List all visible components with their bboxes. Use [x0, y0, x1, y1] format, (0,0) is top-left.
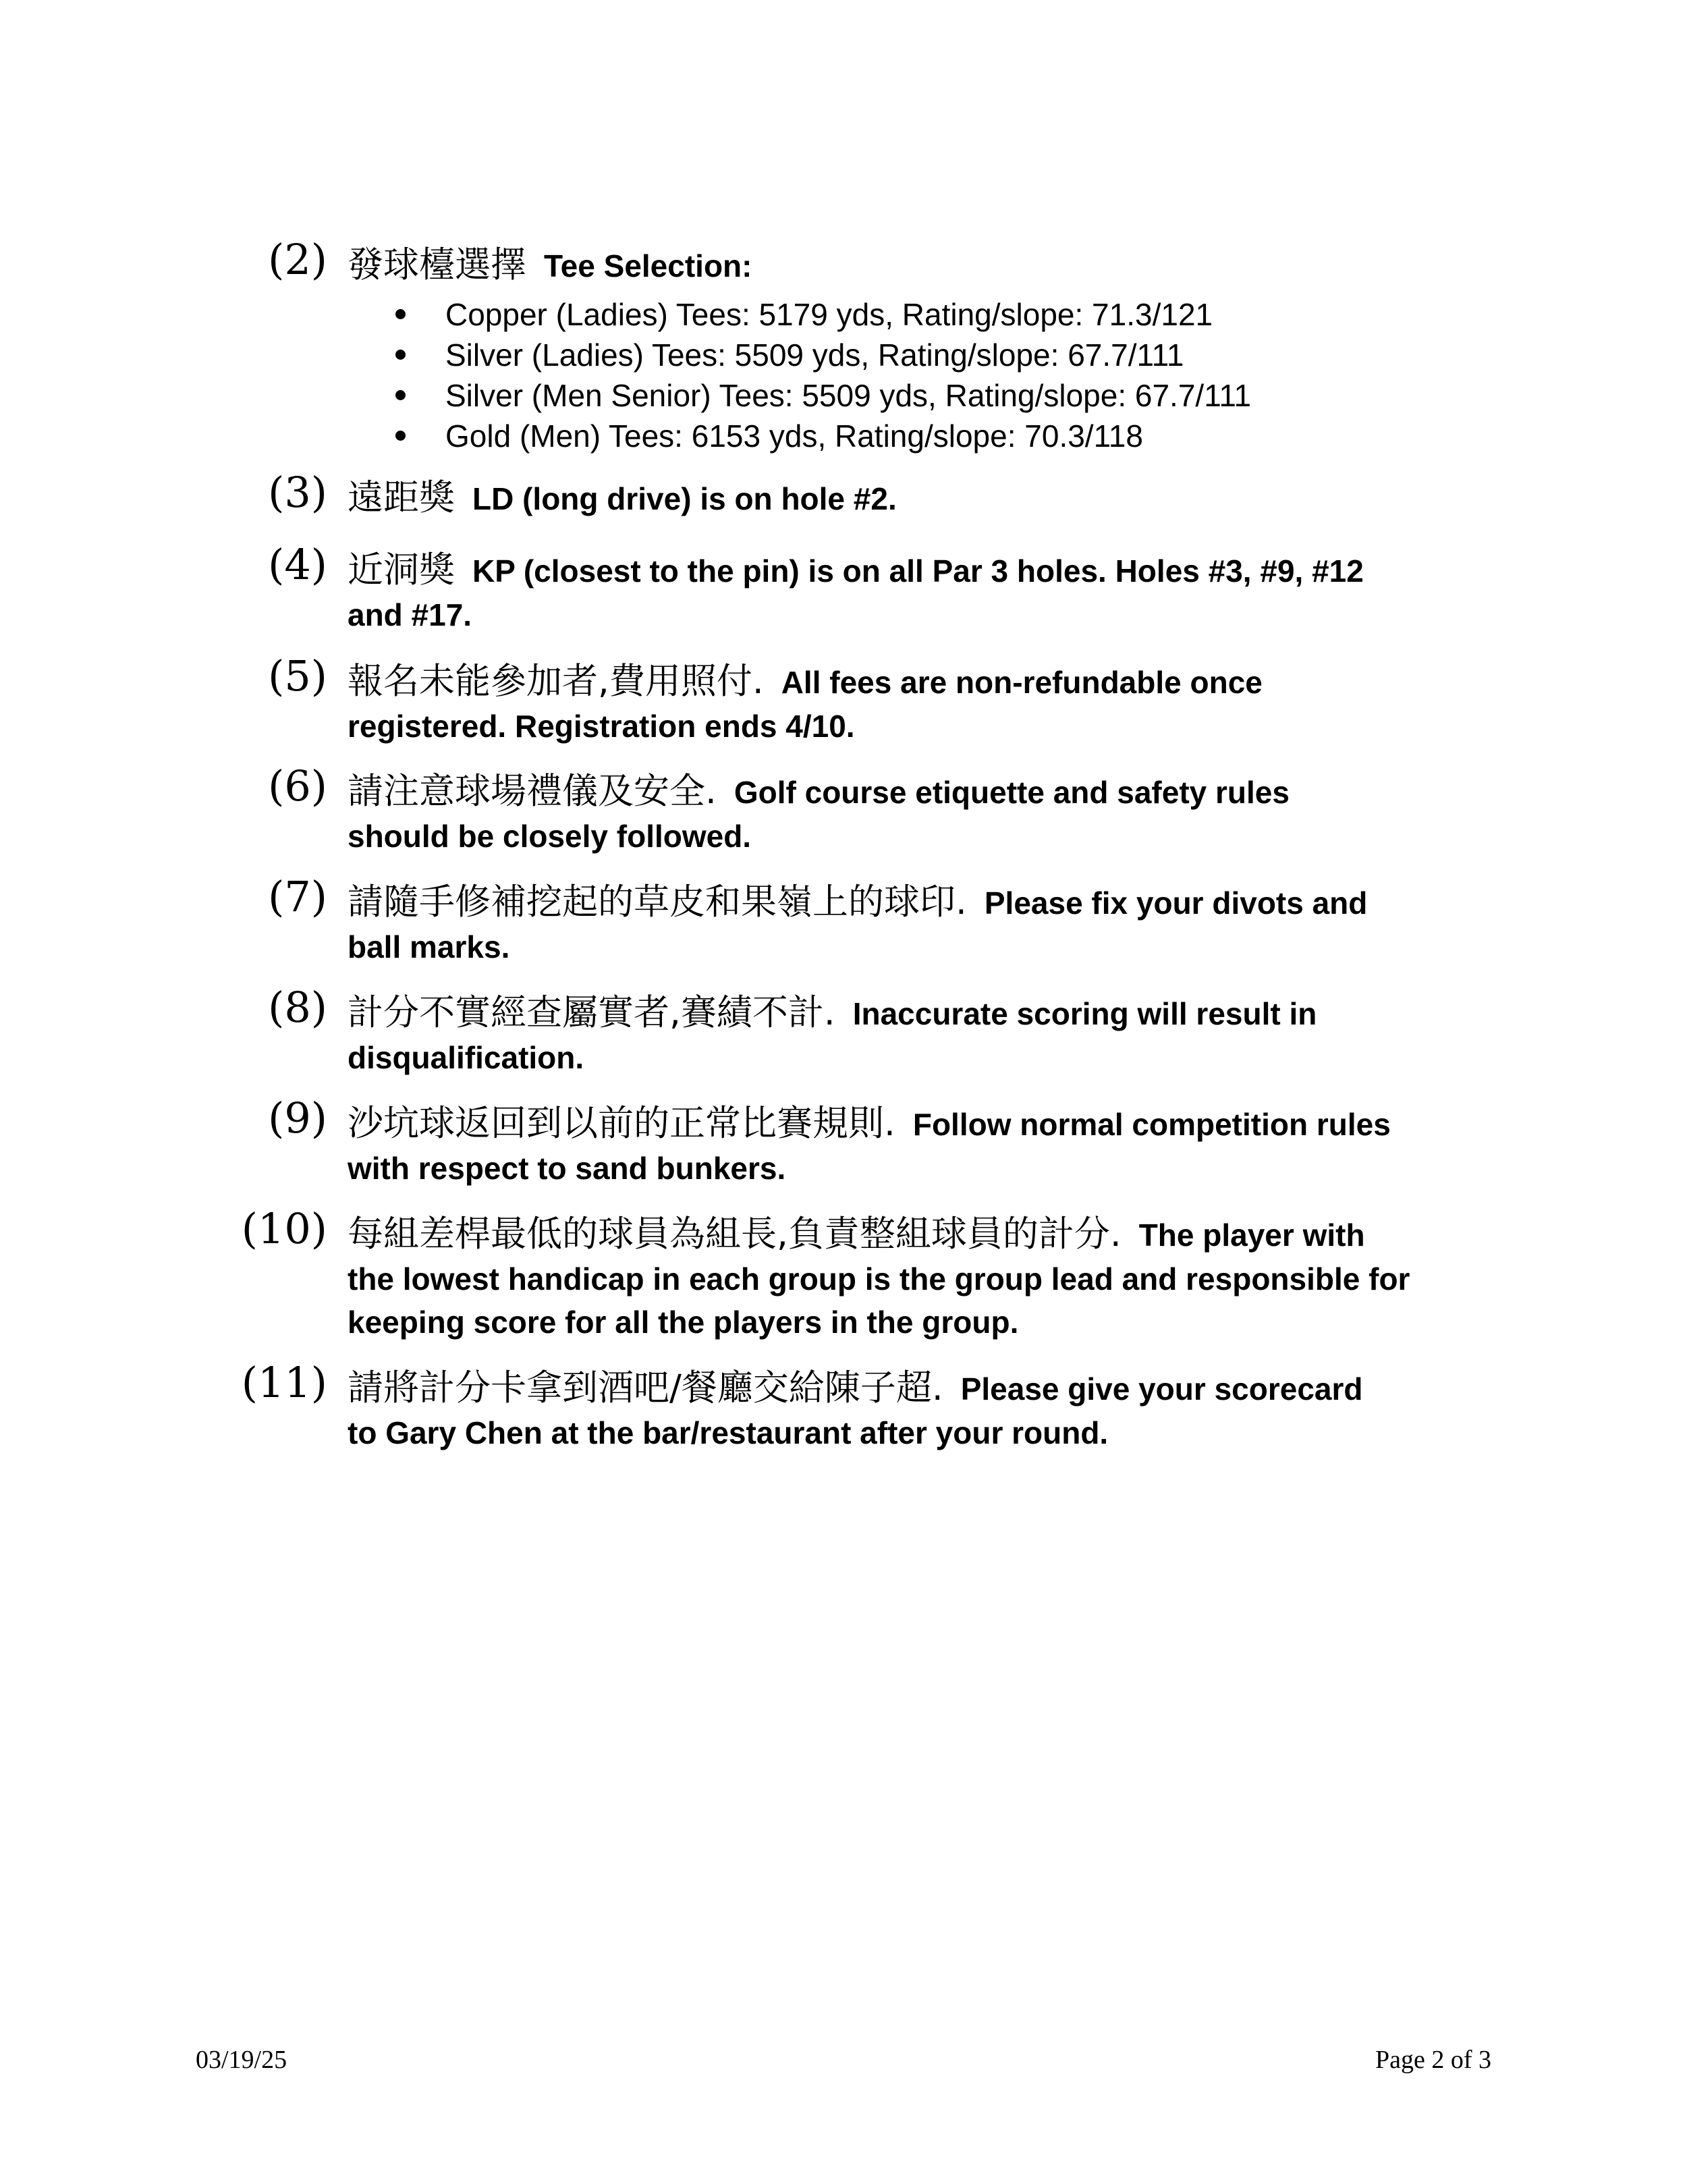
- item-number: (7): [268, 872, 327, 921]
- item-number: (3): [268, 468, 327, 517]
- item-chinese-text: 請將計分卡拿到酒吧/餐廳交給陳子超.: [348, 1367, 943, 1409]
- bullet-icon: [395, 390, 406, 400]
- item-number: (8): [268, 983, 327, 1032]
- item-english-text: Golf course etiquette and safety rules: [734, 775, 1290, 810]
- item-english-continuation: registered. Registration ends 4/10.: [348, 709, 855, 744]
- tee-list: [391, 294, 1251, 456]
- item-group-lead: [241, 1204, 1508, 1344]
- item-english-text: Tee Selection:: [544, 248, 752, 283]
- item-english-text: KP (closest to the pin) is on all Par 3 holes. Holes #3, #9, #12: [472, 553, 1364, 589]
- item-chinese-text: 近洞獎: [348, 549, 455, 591]
- footer-date: 03/19/25: [196, 2046, 287, 2074]
- item-english-continuation: ball marks.: [348, 929, 510, 964]
- item-english-text: Please fix your divots and: [984, 885, 1368, 921]
- list-item: Silver (Ladies) Tees: 5509 yds, Rating/slope: 67.7/111: [391, 335, 1251, 375]
- item-scoring: [268, 983, 1508, 1079]
- bullet-icon: [395, 350, 406, 360]
- item-english-continuation: with respect to sand bunkers.: [348, 1151, 786, 1186]
- bullet-icon: [395, 431, 406, 441]
- item-english-text: Inaccurate scoring will result in: [852, 996, 1317, 1031]
- item-english-text: Follow normal competition rules: [912, 1107, 1391, 1142]
- item-chinese-text: 每組差桿最低的球員為組長,負責整組球員的計分.: [348, 1213, 1122, 1255]
- item-number: (6): [268, 761, 327, 811]
- item-number: (5): [268, 651, 327, 701]
- item-number: (9): [268, 1093, 327, 1143]
- item-tee-selection: [268, 235, 1508, 288]
- item-number: (2): [268, 235, 327, 284]
- item-chinese-text: 發球檯選擇: [348, 244, 526, 285]
- item-english-continuation: should be closely followed.: [348, 819, 752, 854]
- item-english-text: The player with: [1138, 1218, 1365, 1253]
- item-english-continuation: the lowest handicap in each group is the group lead and responsible for: [348, 1261, 1410, 1296]
- item-number: (11): [241, 1358, 327, 1407]
- item-etiquette: [268, 761, 1508, 858]
- item-sand-bunkers: [268, 1093, 1508, 1190]
- list-item: Gold (Men) Tees: 6153 yds, Rating/slope: 70.3/118: [391, 416, 1251, 456]
- item-english-text: Please give your scorecard: [960, 1371, 1363, 1407]
- item-number: (10): [241, 1204, 327, 1253]
- item-english-continuation: keeping score for all the players in the group.: [348, 1305, 1019, 1340]
- item-number: (4): [268, 540, 327, 589]
- list-item: Silver (Men Senior) Tees: 5509 yds, Rating/slope: 67.7/111: [391, 375, 1251, 416]
- item-chinese-text: 遠距獎: [348, 477, 455, 518]
- item-scorecard: [241, 1358, 1508, 1454]
- bullet-icon: [395, 309, 406, 319]
- item-fees: [268, 651, 1508, 748]
- item-chinese-text: 請注意球場禮儀及安全.: [348, 771, 717, 812]
- item-chinese-text: 沙坑球返回到以前的正常比賽規則.: [348, 1103, 895, 1144]
- item-chinese-text: 計分不實經查屬實者,賽績不計.: [348, 992, 835, 1033]
- item-english-continuation: and #17.: [348, 597, 472, 632]
- item-english-continuation: disqualification.: [348, 1040, 584, 1075]
- item-divots: [268, 872, 1508, 968]
- item-long-drive: [268, 468, 1508, 521]
- item-english-text: All fees are non-refundable once: [781, 665, 1263, 700]
- item-chinese-text: 報名未能參加者,費用照付.: [348, 661, 764, 702]
- footer-page-number: Page 2 of 3: [1375, 2046, 1491, 2074]
- item-english-text: LD (long drive) is on hole #2.: [472, 481, 897, 516]
- list-item: Copper (Ladies) Tees: 5179 yds, Rating/slope: 71.3/121: [391, 294, 1251, 335]
- item-closest-to-pin: [268, 540, 1508, 636]
- item-english-continuation: to Gary Chen at the bar/restaurant after your round.: [348, 1415, 1109, 1450]
- item-chinese-text: 請隨手修補挖起的草皮和果嶺上的球印.: [348, 881, 967, 923]
